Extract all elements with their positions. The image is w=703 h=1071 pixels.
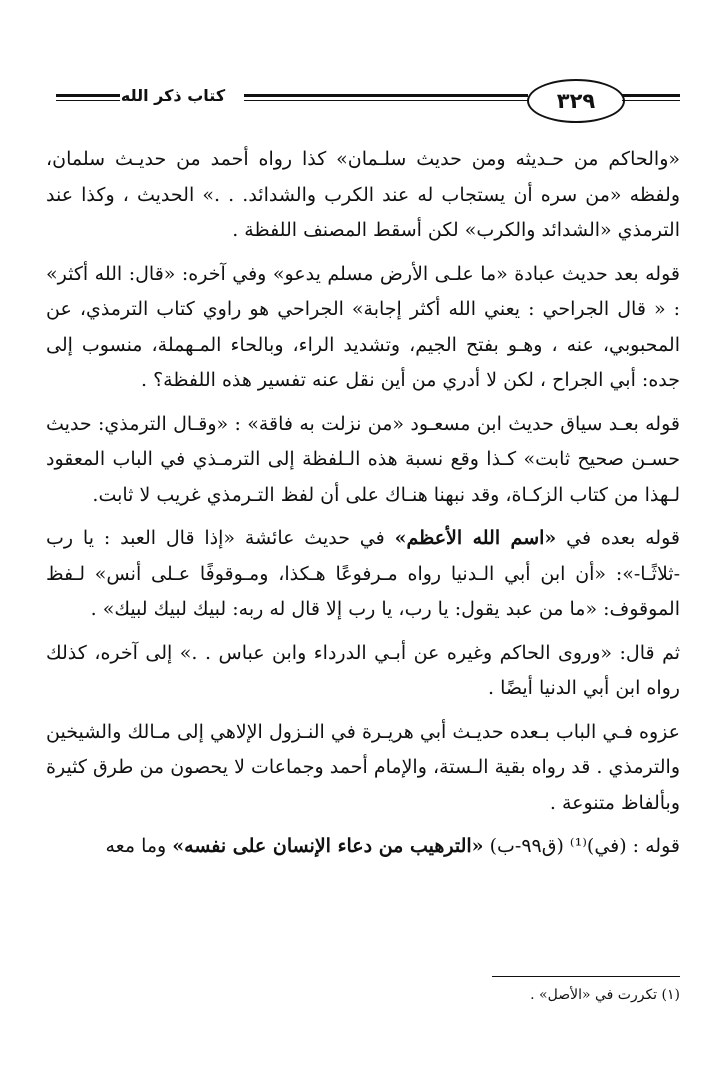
paragraph: [46, 521, 680, 628]
header-rule-middle-bottom: [244, 100, 528, 101]
footnote: (١) تكررت في «الأصل» .: [530, 987, 680, 1003]
paragraph: [46, 715, 680, 822]
text-run: قوله بعـد سياق حديث ابن مسعـود «من نزلت به فاقة» : «وقـال الترمذي: حديث حسـن صحيح ثابت» كـذا وقع نسبة هذه الـلفظة إلى الترمـذي في الباب المعقود لـهذا من كتاب الزكـاة، وقد نبهنا هنـاك على أن لفظ التـرمذي غريب لا ثابت.: [46, 412, 680, 506]
header-rule-right-bottom: [622, 100, 680, 101]
text-run: قوله : (في)⁽¹⁾ (ق٩٩-ب): [483, 835, 680, 857]
text-run: عزوه فـي الباب بـعده حديـث أبي هريـرة في النـزول الإلاهي إلى مـالك والشيخين والترمذي . قد رواه بقية الـستة، والإمام أحمد وجماعات لا يحصون من طرق كثيرة وبألفاظ متنوعة .: [46, 720, 680, 814]
text-run: قوله بعد حديث عبادة «ما علـى الأرض مسلم يدعو» وفي آخره: «قال: الله أكثر» : « قال الجراحي : يعني الله أكثر إجابة» الجراحي هو راوي كتاب الترمذي، عن المحبوبي، عنه ، وهـو بفتح الجيم، وتشديد الراء، وبالحاء المـهملة، منسوب إلى جده: أبي الجراح ، لكن لا أدري من أين نقل عنه تفسير هذه اللفظة؟ .: [46, 262, 680, 391]
text-run: في حديث عائشة «إذا قال العبد : يا رب -ثلاثًـا-»: «أن ابن أبي الـدنيا رواه مـرفوعًا هـكذا، ومـوقوفًا عـلى أنس» لـفظ الموقوف: «ما من عبد يقول: يا رب، يا رب إلا قال له ربه: لبيك لبيك لبيك» .: [46, 527, 680, 620]
paragraph: [46, 257, 680, 399]
paragraph: [46, 829, 680, 865]
running-head-title: كتاب ذكر الله: [120, 86, 226, 105]
bold-heading-run: «الترهيب من دعاء الإنسان على نفسه»: [172, 835, 484, 857]
footnote-separator: [492, 976, 680, 977]
page-number: ٣٢٩: [527, 79, 625, 123]
paragraph: [46, 142, 680, 249]
header-rule-right-top: [622, 94, 680, 97]
paragraph: [46, 636, 680, 707]
text-run: ثم قال: «وروى الحاكم وغيره عن أبـي الدرداء وابن عباس . .» إلى آخره، كذلك رواه ابن أبي الدنيا أيضًا .: [46, 641, 680, 699]
paragraph: [46, 407, 680, 514]
text-run: «والحاكم من حـديثه ومن حديث سلـمان» كذا رواه أحمد من حديـث سلمان، ولفظه «من سره أن يستجاب له عند الكرب والشدائد. . .» الحديث ، وكذا عند الترمذي «الشدائد والكرب» لكن أسقط المصنف اللفظة .: [46, 148, 680, 241]
bold-heading-run: «اسم الله الأعظم»: [394, 527, 557, 549]
text-run: قوله بعده في: [556, 527, 680, 549]
text-run: وما معه: [105, 835, 173, 857]
header-rule-middle-top: [244, 94, 528, 97]
main-text: [46, 142, 680, 865]
